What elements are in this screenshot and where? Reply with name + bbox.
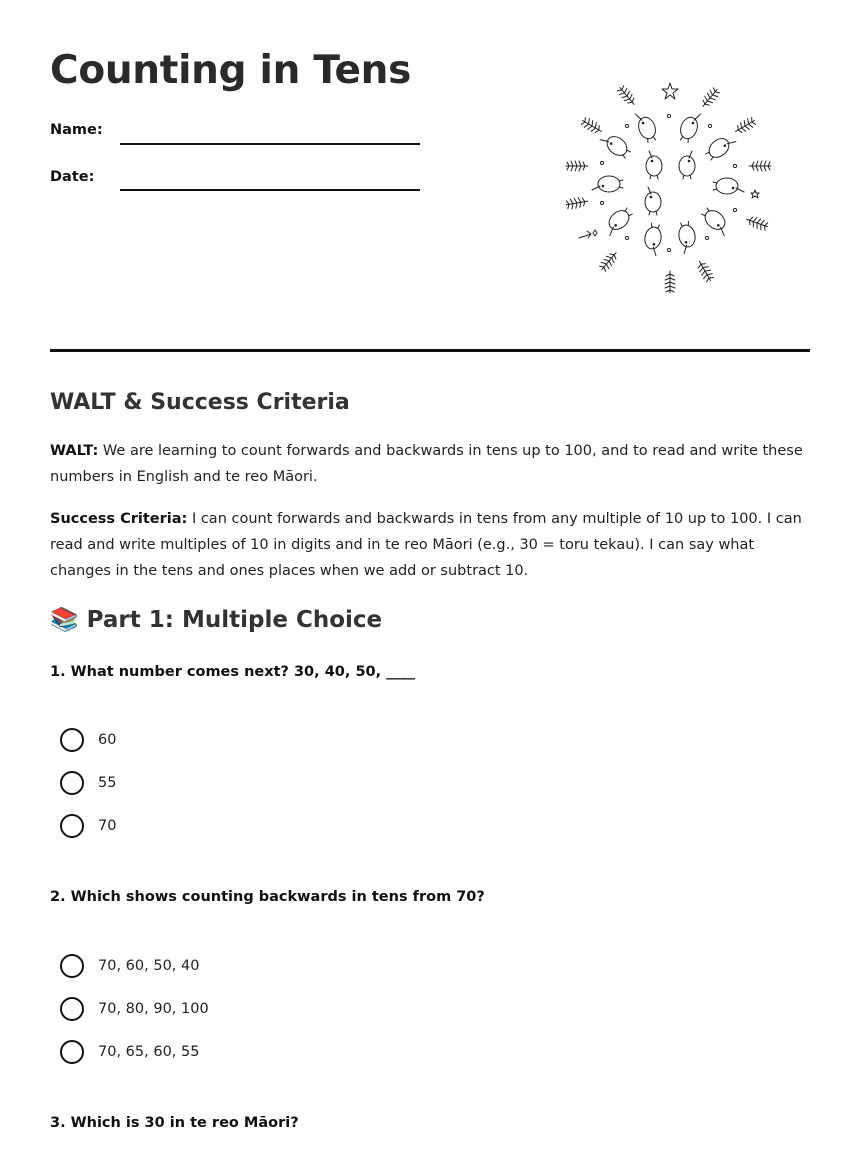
radio-button[interactable]: [60, 1040, 84, 1064]
question-1-option-c[interactable]: [60, 814, 116, 838]
option-label: 70, 80, 90, 100: [98, 1001, 209, 1017]
kiwi-fern-mandala-icon: [557, 78, 783, 300]
option-label: 70, 60, 50, 40: [98, 958, 200, 974]
question-2-option-a[interactable]: [60, 954, 199, 978]
option-label: 70: [98, 818, 117, 834]
radio-button[interactable]: [60, 954, 84, 978]
success-criteria-label: Success Criteria:: [50, 511, 188, 527]
question-2-option-c[interactable]: [60, 1040, 199, 1064]
walt-heading: WALT & Success Criteria: [50, 390, 350, 415]
section-divider: [50, 349, 810, 352]
name-field[interactable]: [120, 143, 420, 145]
walt-label: WALT:: [50, 443, 99, 459]
date-field[interactable]: [120, 189, 420, 191]
radio-button[interactable]: [60, 997, 84, 1021]
date-label: Date:: [50, 169, 95, 185]
question-1-prompt: 1. What number comes next? 30, 40, 50, ____: [50, 664, 416, 680]
success-criteria-text: I can count forwards and backwards in tens from any multiple of 10 up to 100. I can read and write multiples of 10 in digits and in te reo Māori (e.g., 30 = toru tekau). I can say what changes in the tens and ones places when we add or subtract 10.: [50, 511, 802, 579]
part1-heading-text: Part 1: Multiple Choice: [86, 607, 383, 633]
radio-button[interactable]: [60, 728, 84, 752]
question-2-option-b[interactable]: [60, 997, 209, 1021]
option-label: 70, 65, 60, 55: [98, 1044, 200, 1060]
part1-heading: [50, 606, 382, 633]
question-1-option-a[interactable]: [60, 728, 116, 752]
question-1-option-b[interactable]: [60, 771, 116, 795]
question-2-prompt: 2. Which shows counting backwards in tens from 70?: [50, 889, 485, 905]
radio-button[interactable]: [60, 814, 84, 838]
option-label: 55: [98, 775, 117, 791]
books-icon: 📚: [50, 607, 79, 633]
success-criteria-paragraph: [50, 506, 810, 584]
option-label: 60: [98, 732, 117, 748]
radio-button[interactable]: [60, 771, 84, 795]
question-3-prompt: 3. Which is 30 in te reo Māori?: [50, 1115, 299, 1131]
name-label: Name:: [50, 122, 103, 138]
walt-paragraph: [50, 438, 810, 490]
page-title: Counting in Tens: [50, 48, 411, 93]
walt-text: We are learning to count forwards and backwards in tens up to 100, and to read and write these numbers in English and te reo Māori.: [50, 443, 803, 485]
